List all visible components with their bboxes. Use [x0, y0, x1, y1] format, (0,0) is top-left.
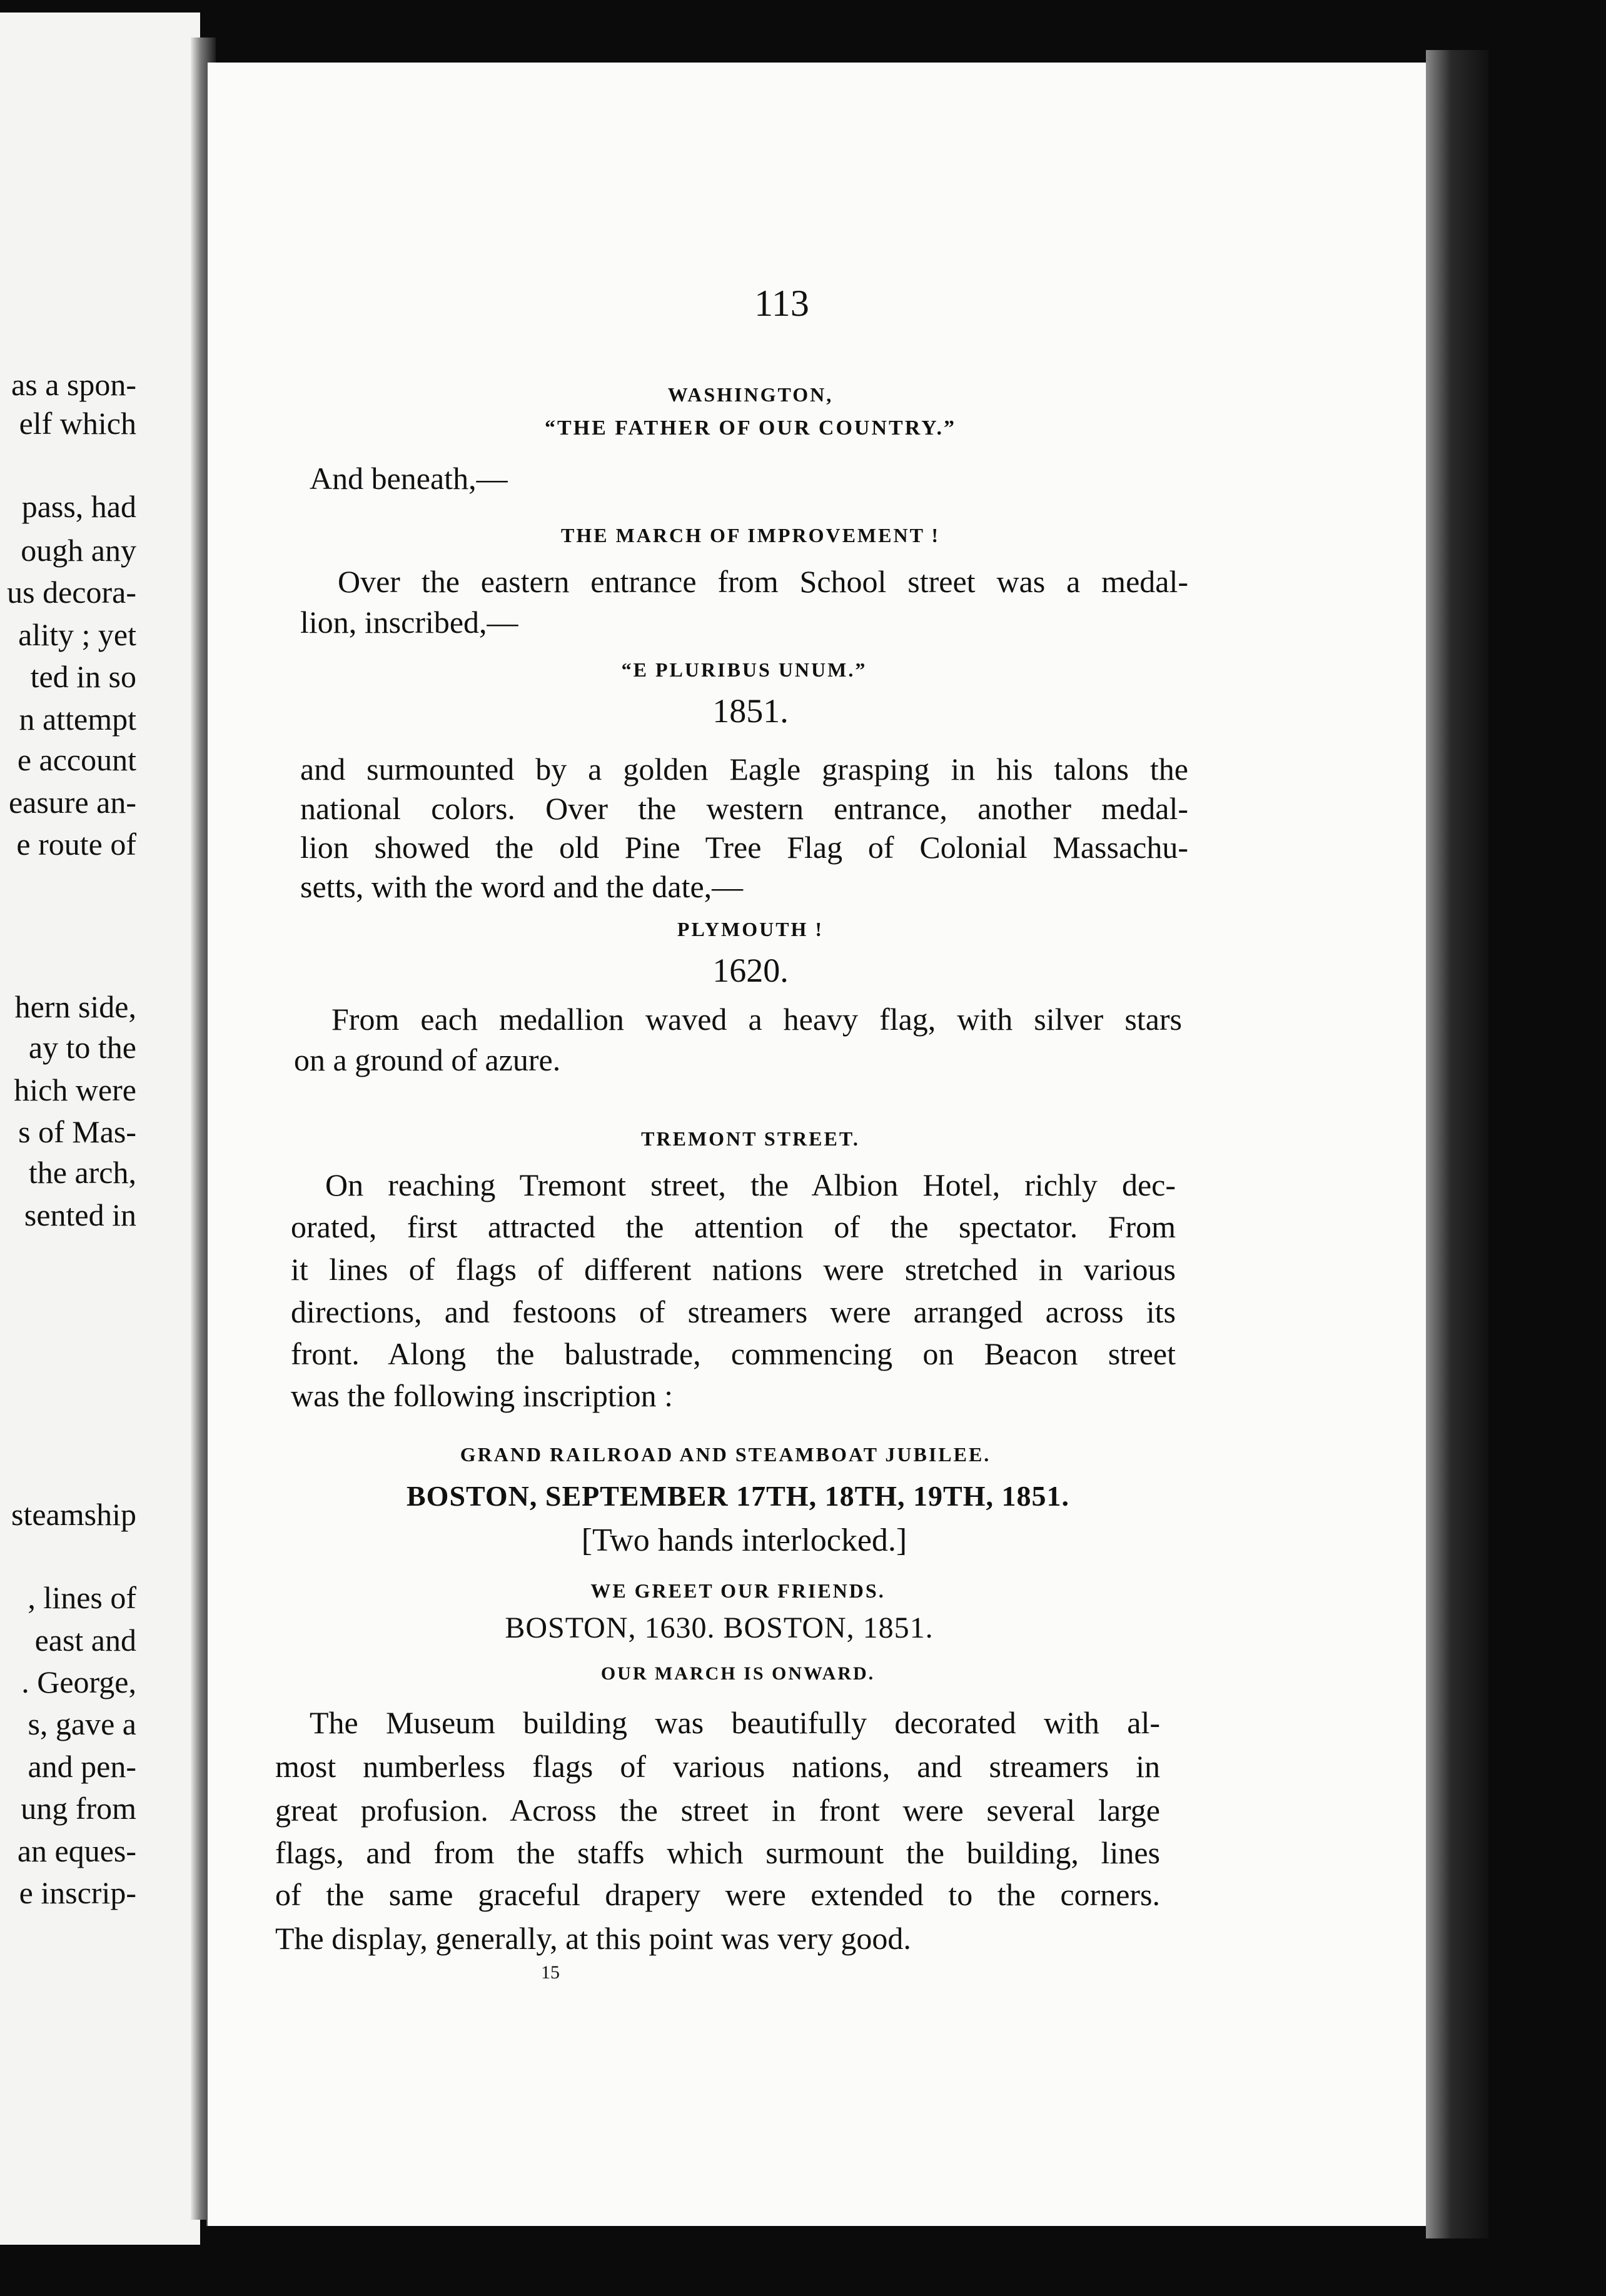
- left-line: pass, had: [21, 489, 136, 524]
- left-line: elf which: [19, 406, 136, 441]
- left-line: e inscrip-: [19, 1875, 136, 1910]
- p5-line: The display, generally, at this point was very good.: [275, 1921, 911, 1956]
- plymouth-heading: PLYMOUTH !: [677, 918, 824, 940]
- left-line: east and: [34, 1623, 136, 1658]
- signature-mark: 15: [541, 1962, 560, 1983]
- left-line: the arch,: [28, 1155, 136, 1190]
- page-edge: [1426, 50, 1488, 2238]
- jubilee-heading: GRAND RAILROAD AND STEAMBOAT JUBILEE.: [460, 1443, 991, 1466]
- left-line: hich were: [14, 1072, 136, 1107]
- left-line: and pen-: [28, 1749, 136, 1784]
- p2-line: lion showed the old Pine Tree Flag of Colonial Massachu-: [300, 830, 1188, 865]
- left-line: e route of: [16, 827, 136, 862]
- boston-years: BOSTON, 1630. BOSTON, 1851.: [505, 1611, 934, 1644]
- left-line: ay to the: [28, 1030, 136, 1065]
- p5-line: great profusion. Across the street in front were several large: [275, 1793, 1160, 1828]
- p4-line: orated, first attracted the attention of the spectator. From: [291, 1209, 1176, 1244]
- father-heading: “THE FATHER OF OUR COUNTRY.”: [544, 416, 956, 440]
- left-line: hern side,: [14, 989, 136, 1024]
- boston-dates: BOSTON, SEPTEMBER 17TH, 18TH, 19TH, 1851.: [406, 1480, 1069, 1512]
- p4-line: On reaching Tremont street, the Albion Hotel, richly dec-: [325, 1167, 1176, 1202]
- p4-line: it lines of flags of different nations were stretched in various: [291, 1252, 1176, 1287]
- left-line: steamship: [11, 1497, 136, 1532]
- left-line: n attempt: [19, 702, 136, 737]
- and-beneath: And beneath,—: [310, 461, 508, 496]
- p5-line: of the same graceful drapery were extended to the corners.: [275, 1877, 1160, 1912]
- washington-heading: WASHINGTON,: [667, 383, 834, 406]
- left-line: us decora-: [7, 575, 136, 610]
- hands-note: [Two hands interlocked.]: [581, 1523, 907, 1558]
- p3-line: on a ground of azure.: [294, 1042, 561, 1077]
- page-number: 113: [754, 283, 809, 324]
- left-line: ung from: [21, 1791, 136, 1826]
- p4-line: front. Along the balustrade, commencing on Beacon street: [291, 1336, 1176, 1371]
- p1-line: Over the eastern entrance from School street was a medal-: [338, 564, 1188, 599]
- left-line: , lines of: [28, 1580, 136, 1615]
- year-1620: 1620.: [712, 952, 789, 989]
- p4-line: was the following inscription :: [291, 1378, 674, 1413]
- left-line: s, gave a: [28, 1706, 136, 1741]
- pluribus-heading: “E PLURIBUS UNUM.”: [621, 658, 867, 681]
- year-1851: 1851.: [712, 692, 789, 730]
- p2-line: setts, with the word and the date,—: [300, 869, 744, 904]
- march-heading: THE MARCH OF IMPROVEMENT !: [561, 524, 940, 546]
- left-line: sented in: [24, 1197, 136, 1232]
- p3-line: From each medallion waved a heavy flag, with silver stars: [331, 1002, 1182, 1037]
- greet-heading: WE GREET OUR FRIENDS.: [590, 1579, 886, 1602]
- left-line: as a spon-: [11, 367, 136, 402]
- left-line: ough any: [21, 533, 136, 568]
- onward-heading: OUR MARCH IS ONWARD.: [600, 1663, 876, 1684]
- left-line: ality ; yet: [18, 617, 136, 652]
- left-line: s of Mas-: [18, 1114, 136, 1149]
- left-line: an eques-: [17, 1833, 136, 1868]
- tremont-heading: TREMONT STREET.: [641, 1127, 860, 1150]
- background-edge: [1488, 0, 1606, 2296]
- p2-line: national colors. Over the western entrance, another medal-: [300, 791, 1188, 826]
- p1-line: lion, inscribed,—: [300, 605, 518, 640]
- p4-line: directions, and festoons of streamers were arranged across its: [291, 1294, 1176, 1329]
- p5-line: most numberless flags of various nations, and streamers in: [275, 1749, 1160, 1784]
- p2-line: and surmounted by a golden Eagle grasping in his talons the: [300, 752, 1188, 787]
- left-line: e account: [17, 742, 136, 777]
- left-line: ted in so: [30, 659, 136, 694]
- left-line: . George,: [21, 1664, 136, 1699]
- left-line: easure an-: [8, 785, 136, 820]
- p5-line: The Museum building was beautifully decorated with al-: [310, 1705, 1160, 1740]
- p5-line: flags, and from the staffs which surmount the building, lines: [275, 1835, 1160, 1870]
